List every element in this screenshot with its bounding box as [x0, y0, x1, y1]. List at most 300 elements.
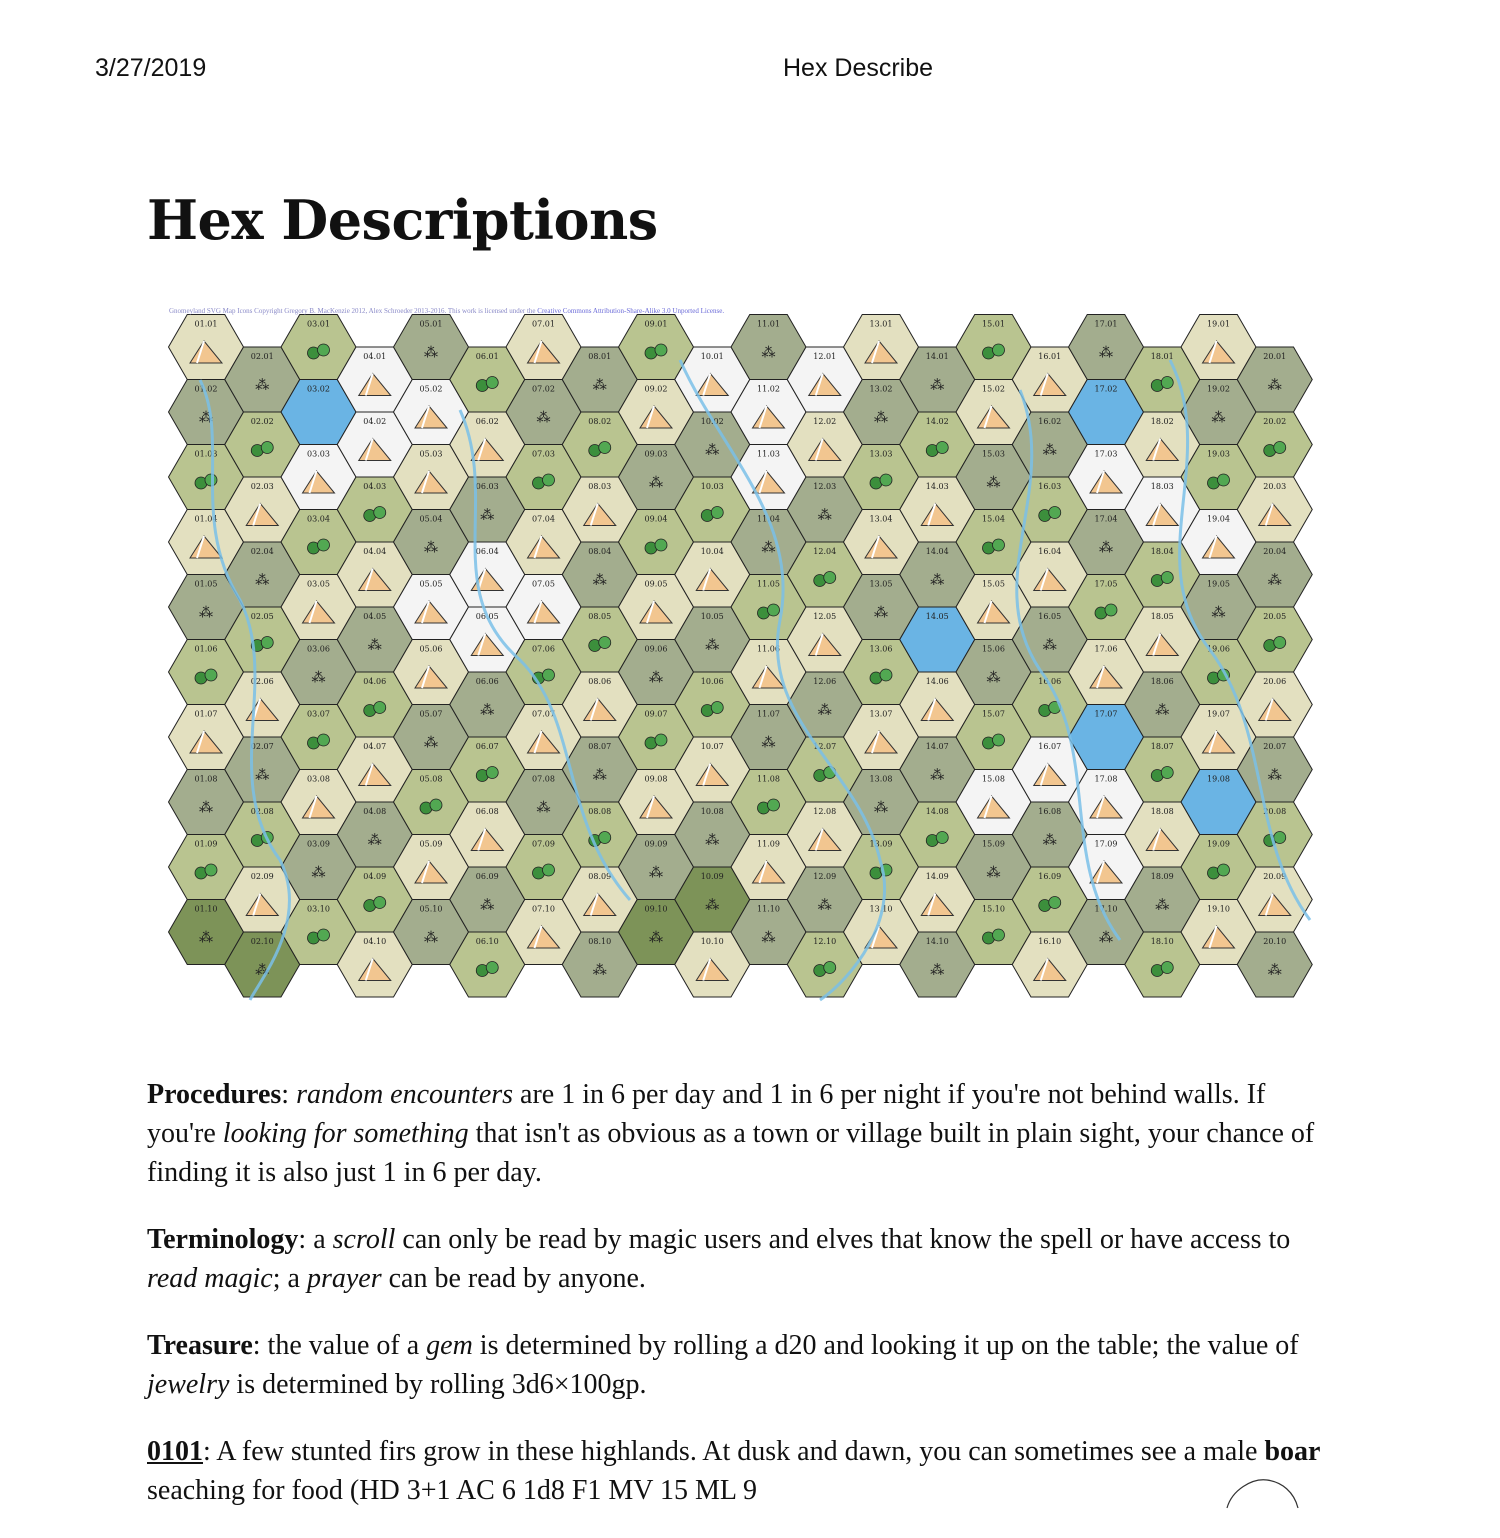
map-credit-text: Gnomeyland SVG Map Icons Copyright Gregory B. MacKenzie 2012, Alex Schroeder 2013-2016. This work is licensed under the: [169, 307, 538, 315]
hex-label: 10.03: [700, 482, 724, 491]
grass-tuft-icon: ⁂: [1155, 702, 1170, 719]
grass-tuft-icon: ⁂: [536, 800, 551, 816]
hex-label: 04.10: [363, 937, 387, 946]
grass-tuft-icon: ⁂: [1042, 832, 1057, 849]
hex-label: 19.03: [1207, 449, 1230, 459]
hex-label: 18.01: [1150, 352, 1174, 361]
hex-label: 18.07: [1150, 742, 1174, 751]
text-run: are 1 in 6 per day and 1 in 6 per night if you're not behind walls. If you're: [147, 1079, 1266, 1149]
hex-label: 05.02: [419, 384, 443, 394]
grass-tuft-icon: ⁂: [1099, 930, 1113, 946]
hex-label: 07.08: [532, 774, 555, 784]
tree-icon: [599, 637, 611, 649]
grass-tuft-icon: ⁂: [705, 832, 720, 849]
hex-label: 18.04: [1150, 547, 1174, 556]
hex-label: 13.09: [869, 839, 893, 849]
hex-label: 02.03: [250, 482, 274, 491]
hex-label: 06.10: [475, 937, 499, 946]
hex-label: 12.02: [813, 417, 837, 426]
tree-icon: [486, 377, 498, 389]
hex-label: 12.09: [813, 872, 837, 881]
hex-label: 14.10: [925, 937, 949, 946]
hex-label: 17.08: [1094, 774, 1118, 784]
treasure-label: Treasure: [147, 1330, 253, 1361]
hex-label: 09.05: [644, 579, 668, 589]
hex-label: 11.09: [757, 839, 780, 849]
hex-label: 07.05: [532, 579, 555, 589]
hex-label: 17.03: [1094, 449, 1118, 459]
page-title: Hex Descriptions: [147, 188, 658, 252]
hex-label: 08.07: [588, 742, 612, 751]
tree-icon: [430, 799, 442, 811]
hex-label: 01.02: [194, 384, 218, 394]
terminology-label: Terminology: [147, 1224, 299, 1255]
hex-label: 06.08: [475, 807, 499, 816]
tree-icon: [655, 539, 667, 551]
tree-icon: [486, 767, 498, 779]
grass-tuft-icon: ⁂: [1267, 377, 1282, 394]
grass-tuft-icon: ⁂: [1042, 442, 1057, 459]
hex-label: 14.05: [925, 612, 949, 621]
hex-label: 09.02: [644, 384, 668, 394]
tree-icon: [486, 962, 498, 974]
tree-icon: [1105, 604, 1117, 616]
grass-tuft-icon: ⁂: [986, 865, 1001, 881]
hex-label: 06.05: [475, 612, 499, 621]
text-run: : the value of a: [252, 1330, 427, 1361]
term: read magic: [147, 1263, 273, 1294]
hex-label: 16.09: [1038, 872, 1062, 881]
hex-label: 10.10: [700, 937, 724, 946]
hex-label: 09.04: [644, 514, 668, 524]
hex-label: 10.01: [700, 352, 724, 361]
hex-label: 16.10: [1038, 937, 1062, 946]
hex-label: 01.08: [194, 774, 218, 784]
hex-label: 12.05: [813, 612, 837, 621]
grass-tuft-icon: ⁂: [986, 670, 1001, 686]
grass-tuft-icon: ⁂: [649, 930, 663, 946]
hex-label: 20.06: [1263, 677, 1287, 686]
hex-label: 01.01: [194, 319, 218, 329]
tree-icon: [993, 344, 1005, 356]
hex-label: 12.08: [813, 807, 837, 816]
hex-label: 16.05: [1038, 612, 1062, 621]
grass-tuft-icon: ⁂: [424, 345, 438, 361]
hex-label: 03.06: [307, 644, 330, 654]
tree-icon: [1161, 962, 1173, 974]
hex-label: 15.06: [982, 644, 1005, 654]
hex-label: 01.06: [194, 644, 218, 654]
hex-label: 14.09: [925, 872, 949, 881]
grass-tuft-icon: ⁂: [1211, 410, 1226, 426]
hex-label: 13.07: [869, 709, 893, 719]
hex-label: 06.04: [475, 547, 499, 556]
hex-label: 13.04: [869, 514, 893, 524]
tree-icon: [768, 604, 780, 616]
hex-label: 19.05: [1207, 579, 1230, 589]
grass-tuft-icon: ⁂: [1099, 345, 1113, 361]
hex-label: 10.08: [700, 807, 724, 816]
hex-label: 12.06: [813, 677, 837, 686]
hex-label: 08.04: [588, 547, 612, 556]
hex-label: 03.07: [307, 709, 330, 719]
hex-0101-paragraph: [147, 1432, 1337, 1510]
hex-label: 04.02: [363, 417, 387, 426]
grass-tuft-icon: ⁂: [930, 377, 945, 394]
hex-label: 06.01: [475, 352, 499, 361]
hex-label: 10.07: [700, 742, 724, 751]
hex-label: 20.05: [1263, 612, 1287, 621]
hex-label: 01.05: [194, 579, 218, 589]
grass-tuft-icon: ⁂: [199, 930, 213, 946]
hex-label: 07.06: [532, 644, 555, 654]
hex-map-svg: [160, 300, 1330, 1005]
hex-label: 19.08: [1207, 774, 1230, 784]
hex-label: 11.01: [757, 319, 780, 329]
hex-label: 17.06: [1094, 644, 1118, 654]
hex-label: 04.05: [363, 612, 387, 621]
hex-label: 17.10: [1094, 904, 1118, 914]
grass-tuft-icon: ⁂: [930, 767, 945, 784]
grass-tuft-icon: ⁂: [649, 670, 663, 686]
hex-label: 14.08: [925, 807, 949, 816]
grass-tuft-icon: ⁂: [930, 572, 945, 589]
tree-icon: [543, 669, 555, 681]
hex-label: 11.05: [757, 579, 780, 589]
print-header: [95, 54, 1405, 86]
hex-label: 06.02: [475, 417, 499, 426]
grass-tuft-icon: ⁂: [761, 930, 776, 946]
hex-label: 20.08: [1263, 807, 1287, 816]
tree-icon: [936, 442, 948, 454]
hex-label: 02.04: [250, 547, 274, 556]
grass-tuft-icon: ⁂: [199, 410, 213, 426]
hex-label: 07.03: [532, 449, 555, 459]
tree-icon: [936, 832, 948, 844]
hex-label: 13.08: [869, 774, 893, 784]
hex-label: 03.04: [307, 514, 330, 524]
hex-label: 16.02: [1038, 417, 1062, 426]
hex-label: 05.08: [419, 774, 443, 784]
hex-label: 09.07: [644, 709, 668, 719]
hex-label: 20.01: [1263, 352, 1287, 361]
grass-tuft-icon: ⁂: [1267, 962, 1282, 979]
text-run: : a: [298, 1224, 333, 1255]
text-run: can be read by anyone.: [381, 1263, 646, 1294]
procedures-paragraph: [147, 1075, 1337, 1192]
hex-label: 02.06: [250, 677, 274, 686]
hex-label: 10.05: [700, 612, 724, 621]
hex-label: 07.04: [532, 514, 555, 524]
tree-icon: [993, 539, 1005, 551]
tree-icon: [1274, 832, 1286, 844]
hex-label: 16.03: [1038, 482, 1062, 491]
hex-label: 18.09: [1150, 872, 1174, 881]
tree-icon: [1161, 572, 1173, 584]
hex-label: 05.01: [419, 319, 443, 329]
hex-label: 04.01: [363, 352, 387, 361]
hex-label: 10.06: [700, 677, 724, 686]
grass-tuft-icon: ⁂: [649, 475, 663, 491]
grass-tuft-icon: ⁂: [536, 410, 551, 426]
hex-label: 16.06: [1038, 677, 1062, 686]
hex-label: 18.08: [1150, 807, 1174, 816]
tree-icon: [205, 474, 217, 486]
hex-label: 02.09: [250, 872, 274, 881]
text-run: seaching for food (HD 3+1 AC 6 1d8 F1 MV 15 ML 9: [147, 1475, 757, 1506]
grass-tuft-icon: ⁂: [705, 637, 720, 654]
text-run: :: [281, 1079, 297, 1110]
tree-icon: [1049, 897, 1061, 909]
hex-label: 06.07: [475, 742, 499, 751]
hex-label: 07.02: [532, 384, 555, 394]
hex-label: 11.07: [757, 709, 780, 719]
tree-icon: [599, 442, 611, 454]
grass-tuft-icon: ⁂: [592, 572, 607, 589]
grass-tuft-icon: ⁂: [761, 345, 776, 361]
hex-label: 05.06: [419, 644, 443, 654]
grass-tuft-icon: ⁂: [761, 735, 776, 751]
hex-label: 07.01: [532, 319, 555, 329]
grass-tuft-icon: ⁂: [255, 962, 270, 979]
hex-label: 20.04: [1263, 547, 1287, 556]
hex-label: 14.06: [925, 677, 949, 686]
tree-icon: [711, 507, 723, 519]
text-run: can only be read by magic users and elves that know the spell or have access to: [395, 1224, 1291, 1255]
hex-label: 01.04: [194, 514, 218, 524]
grass-tuft-icon: ⁂: [255, 572, 270, 589]
hex-label: 16.01: [1038, 352, 1062, 361]
grass-tuft-icon: ⁂: [986, 475, 1001, 491]
hex-label: 04.09: [363, 872, 387, 881]
hex-label: 08.06: [588, 677, 612, 686]
grass-tuft-icon: ⁂: [480, 702, 495, 719]
hex-label: 20.09: [1263, 872, 1287, 881]
hex-label: 10.04: [700, 547, 724, 556]
monster-name: boar: [1264, 1436, 1321, 1467]
hex-label: 08.09: [588, 872, 612, 881]
hex-label: 10.09: [700, 872, 724, 881]
text-run: is determined by rolling 3d6×100gp.: [229, 1369, 647, 1400]
grass-tuft-icon: ⁂: [705, 897, 720, 914]
hex-label: 12.01: [813, 352, 837, 361]
grass-tuft-icon: ⁂: [1267, 572, 1282, 589]
tree-icon: [1161, 767, 1173, 779]
hex-label: 08.08: [588, 807, 612, 816]
grass-tuft-icon: ⁂: [930, 962, 945, 979]
hex-label: 07.10: [532, 904, 555, 914]
boar-sketch-icon: [1222, 1470, 1302, 1510]
tree-icon: [880, 669, 892, 681]
grass-tuft-icon: ⁂: [367, 637, 382, 654]
grass-tuft-icon: ⁂: [199, 800, 213, 816]
hex-label: 02.01: [250, 352, 274, 361]
grass-tuft-icon: ⁂: [874, 800, 888, 816]
grass-tuft-icon: ⁂: [255, 767, 270, 784]
tree-icon: [768, 799, 780, 811]
tree-icon: [1218, 474, 1230, 486]
hex-descriptions: [147, 1075, 1337, 1538]
tree-icon: [374, 897, 386, 909]
hex-label: 05.05: [419, 579, 443, 589]
hex-label: 15.01: [982, 319, 1005, 329]
print-title: Hex Describe: [783, 54, 934, 82]
hex-label: 08.01: [588, 352, 612, 361]
hex-label: 03.09: [307, 839, 330, 849]
hex-label: 15.10: [982, 904, 1005, 914]
grass-tuft-icon: ⁂: [649, 865, 663, 881]
hex-label: 19.10: [1207, 904, 1230, 914]
tree-icon: [543, 864, 555, 876]
hex-label: 14.01: [925, 352, 949, 361]
hex-label: 10.02: [700, 417, 724, 426]
hex-label: 02.02: [250, 417, 274, 426]
hex-label: 01.10: [194, 904, 218, 914]
hex-label: 17.09: [1094, 839, 1118, 849]
grass-tuft-icon: ⁂: [592, 377, 607, 394]
text-run: is determined by rolling a d20 and looking it up on the table; the value of: [472, 1330, 1299, 1361]
hex-label: 17.07: [1094, 709, 1118, 719]
hex-label: 19.07: [1207, 709, 1230, 719]
hex-label: 13.10: [869, 904, 893, 914]
hex-label: 04.03: [363, 482, 387, 491]
hex-label: 01.03: [194, 449, 218, 459]
term: jewelry: [147, 1369, 230, 1400]
grass-tuft-icon: ⁂: [817, 702, 832, 719]
hex-label: 05.04: [419, 514, 443, 524]
hex-0101-link[interactable]: 0101: [147, 1436, 203, 1467]
terminology-paragraph: [147, 1220, 1337, 1298]
grass-tuft-icon: ⁂: [705, 442, 720, 459]
hex-label: 14.07: [925, 742, 949, 751]
hex-label: 15.04: [982, 514, 1005, 524]
hex-label: 17.01: [1094, 319, 1118, 329]
hex-label: 03.10: [307, 904, 330, 914]
hex-label: 04.06: [363, 677, 387, 686]
hex-label: 05.07: [419, 709, 443, 719]
hex-label: 18.05: [1150, 612, 1174, 621]
hex-label: 08.05: [588, 612, 612, 621]
tree-icon: [318, 344, 330, 356]
tree-icon: [374, 702, 386, 714]
tree-icon: [318, 539, 330, 551]
hex-label: 11.08: [757, 774, 780, 784]
hex-label: 15.09: [982, 839, 1005, 849]
tree-icon: [318, 929, 330, 941]
hex-label: 02.05: [250, 612, 274, 621]
grass-tuft-icon: ⁂: [480, 897, 495, 914]
tree-icon: [205, 669, 217, 681]
tree-icon: [711, 702, 723, 714]
map-credit-license-link[interactable]: Creative Commons Attribution-Share-Alike 3.0 Unported License.: [537, 307, 725, 315]
hex-label: 20.03: [1263, 482, 1287, 491]
map-credit: [169, 307, 724, 315]
tree-icon: [993, 929, 1005, 941]
hex-label: 06.09: [475, 872, 499, 881]
tree-icon: [599, 832, 611, 844]
tree-icon: [824, 572, 836, 584]
hex-label: 05.10: [419, 904, 443, 914]
hex-label: 11.06: [757, 644, 780, 654]
hex-label: 13.03: [869, 449, 893, 459]
grass-tuft-icon: ⁂: [1267, 767, 1282, 784]
hex-label: 19.06: [1207, 644, 1230, 654]
tree-icon: [261, 637, 273, 649]
hex-label: 15.07: [982, 709, 1005, 719]
hex-label: 15.02: [982, 384, 1005, 394]
hex-label: 12.04: [813, 547, 837, 556]
hex-label: 15.08: [982, 774, 1005, 784]
tree-icon: [1218, 864, 1230, 876]
treasure-paragraph: [147, 1326, 1337, 1404]
tree-icon: [655, 344, 667, 356]
tree-icon: [880, 474, 892, 486]
hex-label: 19.04: [1207, 514, 1230, 524]
hex-label: 11.03: [757, 449, 780, 459]
grass-tuft-icon: ⁂: [874, 605, 888, 621]
hex-label: 02.07: [250, 742, 274, 751]
hex-label: 09.08: [644, 774, 668, 784]
grass-tuft-icon: ⁂: [480, 507, 495, 524]
hex-label: 11.02: [757, 384, 780, 394]
hex-label: 12.07: [813, 742, 837, 751]
hex-label: 14.03: [925, 482, 949, 491]
hex-label: 16.04: [1038, 547, 1062, 556]
tree-icon: [1161, 377, 1173, 389]
grass-tuft-icon: ⁂: [424, 930, 438, 946]
grass-tuft-icon: ⁂: [424, 735, 438, 751]
grass-tuft-icon: ⁂: [311, 865, 326, 881]
hex-label: 17.04: [1094, 514, 1118, 524]
tree-icon: [261, 442, 273, 454]
hex-label: 12.10: [813, 937, 837, 946]
hex-label: 09.03: [644, 449, 668, 459]
tree-icon: [374, 507, 386, 519]
hex-label: 13.06: [869, 644, 893, 654]
hex-label: 14.04: [925, 547, 949, 556]
grass-tuft-icon: ⁂: [367, 832, 382, 849]
hex-label: 04.04: [363, 547, 387, 556]
hex-label: 20.02: [1263, 417, 1287, 426]
hex-label: 15.05: [982, 579, 1005, 589]
hex-label: 20.07: [1263, 742, 1287, 751]
hex-label: 18.10: [1150, 937, 1174, 946]
hex-label: 01.07: [194, 709, 218, 719]
grass-tuft-icon: ⁂: [199, 605, 213, 621]
hex-label: 16.07: [1038, 742, 1062, 751]
hex-grid: [169, 315, 1313, 998]
procedures-label: Procedures: [147, 1079, 282, 1110]
hex-label: 18.06: [1150, 677, 1174, 686]
hex-label: 07.09: [532, 839, 555, 849]
hex-label: 03.05: [307, 579, 330, 589]
tree-icon: [318, 734, 330, 746]
hex-label: 19.09: [1207, 839, 1230, 849]
print-date: 3/27/2019: [95, 54, 207, 82]
term: gem: [426, 1330, 473, 1361]
grass-tuft-icon: ⁂: [255, 377, 270, 394]
tree-icon: [1274, 637, 1286, 649]
tree-icon: [655, 734, 667, 746]
hex-label: 18.03: [1150, 482, 1174, 491]
hex-label: 13.05: [869, 579, 893, 589]
tree-icon: [993, 734, 1005, 746]
hex-label: 04.07: [363, 742, 387, 751]
hex-label: 09.10: [644, 904, 668, 914]
text-run: : A few stunted firs grow in these highlands. At dusk and dawn, you can sometimes see a male: [203, 1436, 1265, 1467]
hex-label: 09.09: [644, 839, 668, 849]
term: scroll: [332, 1224, 396, 1255]
